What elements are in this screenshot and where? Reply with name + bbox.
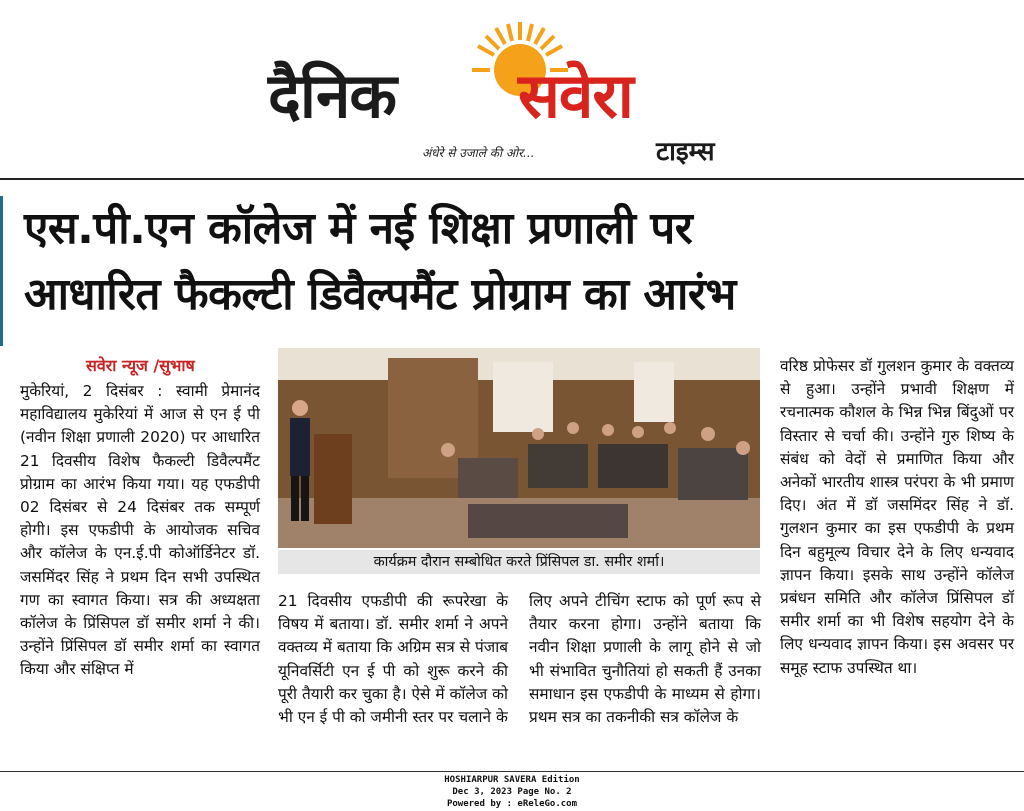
newspaper-logo[interactable] [262, 12, 762, 172]
header-divider [0, 178, 1024, 180]
article-column-3: लिए अपने टीचिंग स्टाफ को पूर्ण रूप से तैयार करना होगा। उन्होंने बताया कि नवीन शिक्षा प्रणाली के लागू होने से जो भी संभावित चुनौतियां हो सकती हैं उनका समाधान इस एफडीपी के माध्यम से होगा। प्रथम सत्र का तकनीकी सत्र कॉलेज के [529, 592, 761, 727]
logo-title-left: दैनिक [268, 59, 397, 132]
article-column-2: 21 दिवसीय एफडीपी की रूपरेखा के विषय में बताया। डॉ. समीर शर्मा ने अपने वक्तव्य में बताया कि अग्रिम सत्र से पंजाब यूनिवर्सिटी एन ई पी को शुरू करने की पूरी तैयारी कर चुका है। ऐसे में कॉलेज को भी एन ई पी को जमीनी स्तर पर चलाने के [278, 592, 508, 727]
article-column-1: मुकेरियां, 2 दिसंबर : स्वामी प्रेमानंद महाविद्यालय मुकेरियां में आज से एन ई पी (नवीन शिक्षा प्रणाली 2020) पर आधारित 21 दिवसीय विशेष फैकल्टी डिवैल्पमैंट प्रोग्राम का आरंभ किया गया। यह एफडीपी 02 दिसंबर से 24 दिसंबर तक सम्पूर्ण होगी। इस एफडीपी के आयोजक सचिव और कॉलेज के एन.ई.पी कोऑर्डिनेटर डॉ. जसमिंदर सिंह ने प्रथम दिन सभी उपस्थित गण का स्वागत किया। सत्र की अध्यक्षता कॉलेज के प्रिंसिपल डॉ समीर शर्मा ने की। उन्होंने प्रिंसिपल डॉ समीर शर्मा का स्वागत किया और संक्षिप्त में [20, 382, 260, 679]
article-headline [24, 196, 1014, 328]
masthead [0, 0, 1024, 175]
logo-tagline: अंधेरे से उजाले की ओर... [422, 146, 535, 160]
photo-caption: कार्यक्रम दौरान सम्बोधित करते प्रिंसिपल डा. समीर शर्मा। [278, 550, 760, 574]
seminar-photo-illustration [278, 348, 760, 548]
footer-date-page: Dec 3, 2023 Page No. 2 [452, 787, 572, 797]
headline-line-1: एस.पी.एन कॉलेज में नई शिक्षा प्रणाली पर [24, 203, 693, 254]
adjacent-article-edge [0, 196, 3, 346]
article-photo[interactable] [278, 348, 760, 548]
logo-subtitle: टाइम्स [656, 137, 715, 167]
byline: सवेरा न्यूज /सुभाष [86, 356, 195, 375]
headline-line-2: आधारित फैकल्टी डिवैल्पमैंट प्रोग्राम का आरंभ [24, 269, 736, 320]
footer-edition: HOSHIARPUR SAVERA Edition [444, 775, 580, 785]
footer-divider [0, 771, 1024, 772]
footer-powered-by[interactable]: Powered by : eReleGo.com [446, 799, 578, 809]
edition-footer [0, 774, 1024, 810]
logo-title-right: सवेरा [518, 59, 633, 132]
article-column-4: वरिष्ठ प्रोफेसर डॉ गुलशन कुमार के वक्तव्य से हुआ। उन्होंने प्रभावी शिक्षण में रचनात्मक कौशल के भिन्न भिन्न बिंदुओं पर विस्तार से चर्चा की। उन्होंने गुरु शिष्य के संबंध को वेदों से प्रमाणित किया और अनेकों भारतीय शास्त्र परंपरा के भी प्रमाण दिए। अंत में डॉ जसमिंदर सिंह ने डॉ. गुलशन कुमार का इस एफडीपी के प्रथम दिन बहुमूल्य विचार देने के लिए धन्यवाद ज्ञापन किया। इसके साथ उन्होंने कॉलेज प्रबंधन समिति और कॉलेज प्रिंसिपल डॉ समीर शर्मा का भी विशेष सहयोग देने के लिए धन्यवाद ज्ञापन किया। इस अवसर पर समूह स्टाफ उपस्थित था। [780, 357, 1014, 677]
